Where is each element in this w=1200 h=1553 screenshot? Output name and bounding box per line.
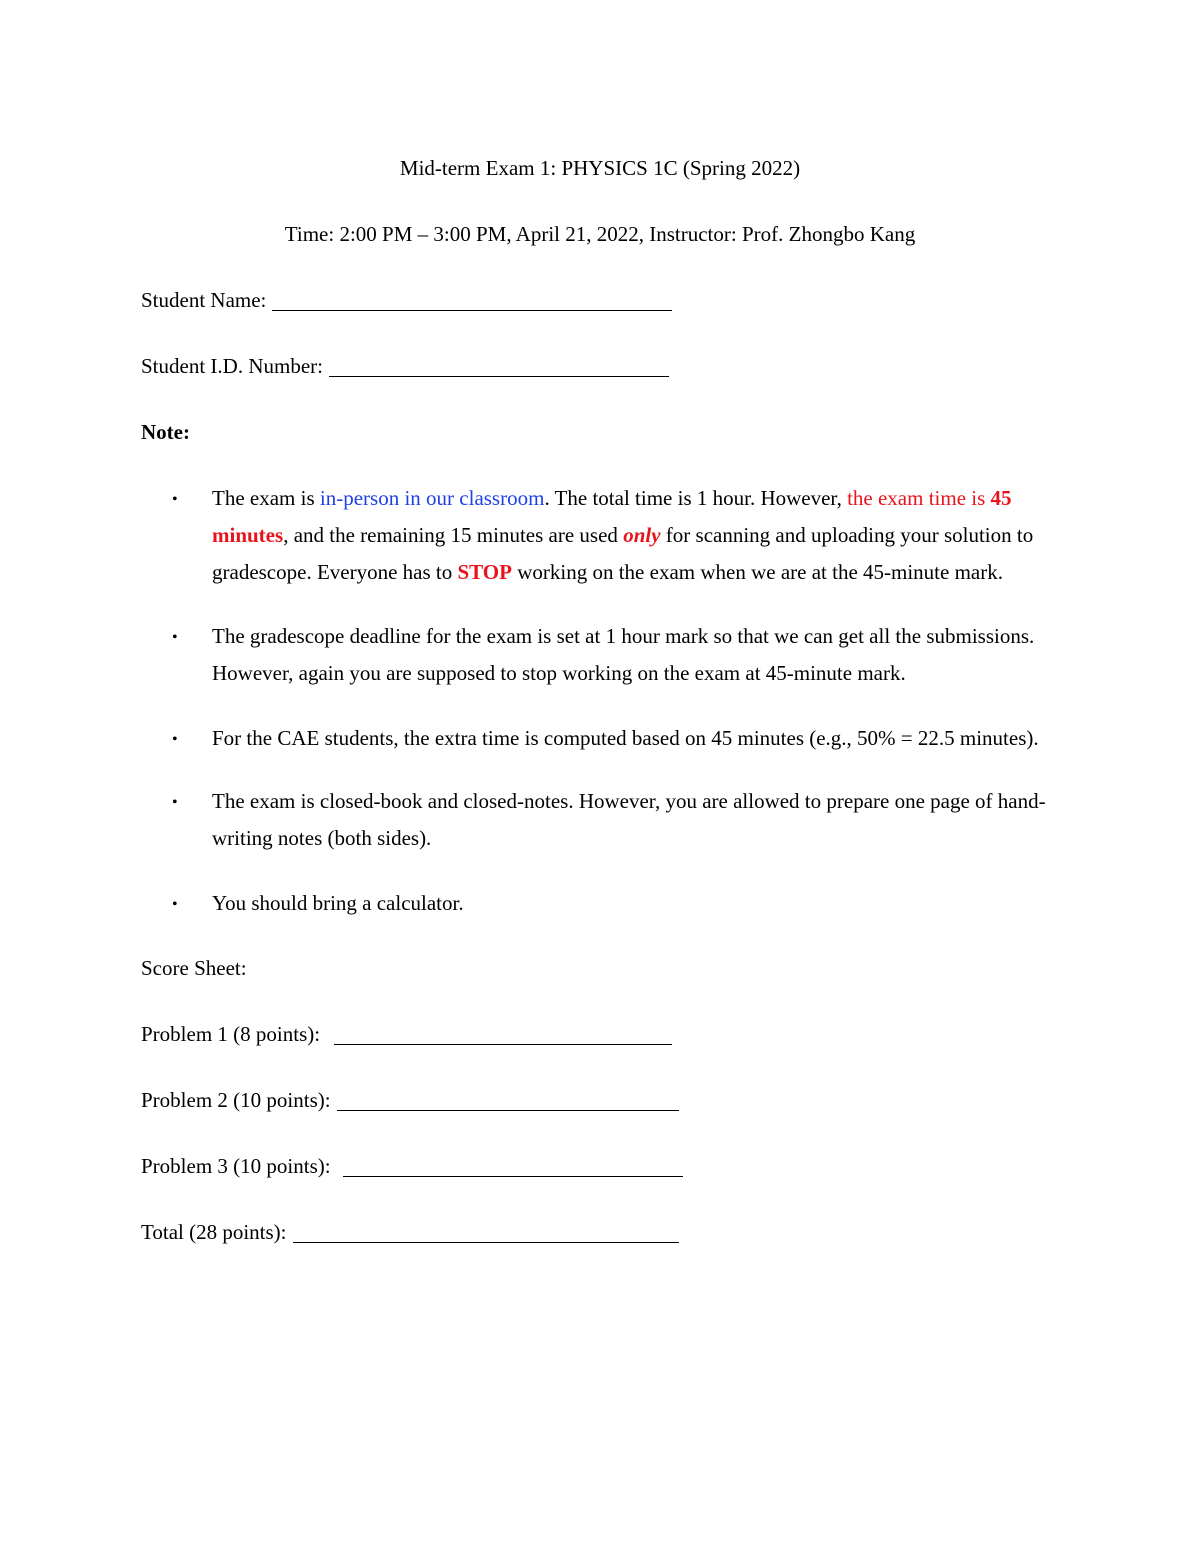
note-highlight-red: the exam time is [847, 486, 991, 510]
note-item-5: You should bring a calculator. [212, 891, 464, 915]
problem-2-blank[interactable] [337, 1109, 679, 1111]
student-name-blank[interactable] [272, 309, 672, 311]
problem-3-field [141, 1156, 683, 1177]
note-text: , and the remaining 15 minutes are used [283, 523, 624, 547]
total-blank[interactable] [293, 1241, 679, 1243]
student-name-field [141, 290, 672, 311]
note-item-3: For the CAE students, the extra time is computed based on 45 minutes (e.g., 50% = 22.5 minutes). [212, 726, 1039, 750]
total-label: Total (28 points): [141, 1220, 287, 1244]
problem-3-blank[interactable] [343, 1175, 683, 1177]
total-field [141, 1222, 679, 1243]
exam-time-instructor: Time: 2:00 PM – 3:00 PM, April 21, 2022, Instructor: Prof. Zhongbo Kang [284, 222, 916, 246]
score-sheet-heading: Score Sheet: [141, 956, 247, 980]
note-text: The exam is [212, 486, 320, 510]
bullet-icon: • [172, 731, 178, 748]
note-text: working on the exam when we are at the 45-minute mark. [511, 560, 1003, 584]
note-text: . The total time is 1 hour. However, [544, 486, 848, 510]
problem-2-label: Problem 2 (10 points): [141, 1088, 331, 1112]
bullet-icon: • [172, 896, 178, 913]
exam-title: Mid-term Exam 1: PHYSICS 1C (Spring 2022) [399, 156, 801, 180]
note-text: for scanning and uploading your solution to gradescope. Everyone has to [212, 523, 1034, 584]
student-id-label: Student I.D. Number: [141, 354, 323, 378]
note-highlight-red-bold: 45 minutes [212, 486, 1012, 547]
bullet-icon: • [172, 794, 178, 811]
problem-1-blank[interactable] [334, 1043, 672, 1045]
note-item-2: The gradescope deadline for the exam is set at 1 hour mark so that we can get all the submissions. However, again you are supposed to stop working on the exam at 45-minute mark. [212, 624, 1035, 685]
note-highlight-only: only [623, 523, 661, 547]
note-highlight-blue: in-person in our classroom [319, 486, 545, 510]
note-item-4: The exam is closed-book and closed-notes. However, you are allowed to prepare one page of hand-writing notes (both sides). [212, 789, 1046, 850]
problem-1-label: Problem 1 (8 points): [141, 1022, 321, 1046]
student-name-label: Student Name: [141, 288, 267, 312]
student-id-blank[interactable] [329, 375, 669, 377]
note-highlight-stop: STOP [457, 560, 512, 584]
student-id-field [141, 356, 669, 377]
bullet-icon: • [172, 491, 178, 508]
problem-3-label: Problem 3 (10 points): [141, 1154, 331, 1178]
problem-1-field [141, 1024, 672, 1045]
problem-2-field [141, 1090, 679, 1111]
bullet-icon: • [172, 629, 178, 646]
note-heading: Note: [141, 420, 190, 444]
note-item-1 [212, 480, 1062, 591]
